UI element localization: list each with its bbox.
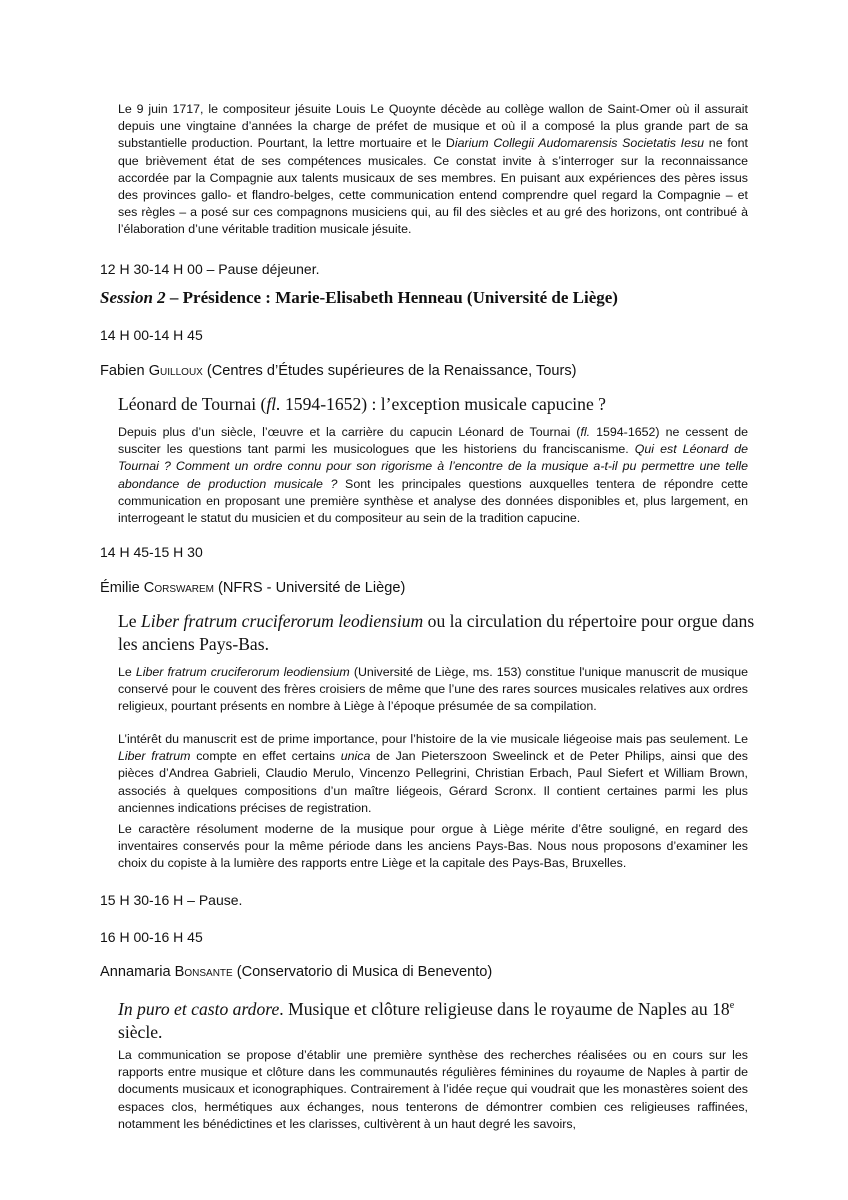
abstract-italic: iarium Collegii Audomarensis Societatis Iesu [454,136,705,151]
abstract-text: L’intérêt du manuscrit est de prime importance, pour l’histoire de la vie musicale liégeoise mais pas seulement. Le [118,732,748,746]
title-superscript: e [729,1000,735,1011]
abstract-talk-2-p3: Le caractère résolument moderne de la musique pour orgue à Liège mérite d’être souligné, en regard des inventaires conservés pour la même période dans les anciens Pays-Bas. Nous nous proposons d’examiner les choix du copiste à la lumière des rapports entre Liège et la capitale des Pays-Bas, Bruxelles. [118,822,748,871]
title-text: Le [118,611,141,631]
title-text: Léonard de Tournai ( [118,394,267,414]
abstract-italic: Qui est Léonard de Tournai ? Comment un ordre connu pour son rigorisme à l’encontre de la musique a-t-il pu permettre une telle abondance de production musicale ? [118,442,748,491]
title-italic: In puro et casto ardore [118,998,280,1019]
title-text: . Musique et clôture religieuse dans le royaume de Naples au 18 [279,998,730,1019]
title-text: ou la circulation du répertoire pour orgue dans les anciens Pays-Bas. [118,611,755,654]
talk-title-3 [118,994,758,1044]
speaker-last-name: Corswarem [143,580,214,596]
talk-title-2 [118,610,758,656]
abstract-italic: fl. [580,425,591,439]
abstract-text: 1594-1652) ne cessent de susciter les questions tant parmi les musicologues que les historiens du franciscanisme. [118,425,748,457]
session-chair: – Présidence : Marie-Elisabeth Henneau (Université de Liège) [165,288,618,307]
speaker-last-name: Bonsante [174,964,233,980]
lunch-break: 12 H 30-14 H 00 – Pause déjeuner. [100,261,320,277]
time-slot-2: 14 H 45-15 H 30 [100,544,203,560]
abstract-italic: Liber fratrum [118,749,191,764]
abstract-text: Sont les principales questions auxquelles tentera de répondre cette communication en proposant une première synthèse et analyse des données disponibles et, plus largement, en interrogeant le statut du musicien et du compositeur au sein de la tradition capucine. [118,476,748,526]
title-text: 1594-1652) : l’exception musicale capucine ? [280,394,606,414]
speaker-first-name: Annamaria [100,964,175,980]
abstract-text: compte en effet certains [190,749,341,764]
title-italic: Liber fratrum cruciferorum leodiensium [140,611,424,631]
speaker-affiliation: (Conservatorio di Musica di Benevento) [232,964,493,980]
abstract-text: Depuis plus d’un siècle, l’œuvre et la carrière du capucin Léonard de Tournai ( [118,425,581,439]
time-slot-3: 16 H 00-16 H 45 [100,929,203,945]
talk-title-1 [118,393,758,416]
abstract-italic: Liber fratrum cruciferorum leodiensium [135,665,350,679]
speaker-1 [100,362,577,381]
time-slot-1: 14 H 00-14 H 45 [100,327,203,343]
afternoon-break: 15 H 30-16 H – Pause. [100,892,243,908]
title-text: siècle. [118,1021,163,1042]
abstract-text: Le 9 juin 1717, le compositeur jésuite Louis Le Quoynte décède au collège wallon de Saint-Omer où il assurait depuis une vingtaine d’années la charge de préfet de musique et où il a composé la plus grande part de sa substantielle production. Pourtant, la lettre mortuaire et le D [118,102,748,151]
abstract-talk-3: La communication se propose d’établir une première synthèse des recherches réalisées ou en cours sur les rapports entre musique et clôture dans les communautés régulières féminines du royaume de Naples à partir de documents musicaux et iconographiques. Contrairement à l’idée reçue qui voudrait que les monastères soient des espaces clos, hermétiques aux échanges, nous tenterons de démontrer combien ces religieuses raffinées, notamment les bénédictines et les clarisses, cultivèrent à un haut degré les savoirs, [118,1048,748,1131]
title-italic: fl. [266,394,281,414]
abstract-text: (Université de Liège, ms. 153) constitue l'unique manuscrit de musique conservé pour le couvent des frères croisiers de même que l’une des rares sources musicales relatives aux ordres religieux, pourtant présents en nombre à Liège à l’époque présumée de sa compilation. [118,665,749,714]
speaker-last-name: Guilloux [148,363,203,379]
speaker-first-name: Émilie [100,580,144,596]
abstract-text: de Jan Pieterszoon Sweelinck et de Peter Philips, ainsi que des pièces d’Andrea Gabrieli, Claudio Merulo, Vincenzo Pellegrini, Christian Erbach, Paul Siefert et William Brown, associés à quelques compositions d’un maître liégeois, Gérard Scronx. Il contient certaines parmi les plus anciennes indications précises de registration. [118,749,748,815]
abstract-talk-2-p2 [118,731,748,817]
abstract-talk-2-p1 [118,664,748,716]
abstract-text: Le [118,665,136,679]
speaker-3 [100,963,492,982]
abstract-le-quoynte [118,101,748,239]
speaker-affiliation: (NFRS - Université de Liège) [213,580,406,596]
session-label: Session 2 [100,288,166,307]
speaker-first-name: Fabien [100,363,149,379]
abstract-text: ne font que brièvement état de ses compétences musicales. Ce constat invite à s’interroger sur la reconnaissance accordée par la Compagnie aux talents musicaux de ses membres. En puisant aux expériences des pères issus des provinces gallo- et flandro-belges, cette communication entend comprendre quel regard la Compagnie – et ses règles – a posé sur ces compagnons musiciens qui, au fil des siècles et au gré des horizons, ont contribué à l’élaboration d’une véritable tradition musicale jésuite. [118,136,748,237]
abstract-italic: unica [340,749,371,764]
speaker-2 [100,579,405,598]
speaker-affiliation: (Centres d’Études supérieures de la Renaissance, Tours) [202,363,577,379]
session-heading [100,287,618,309]
abstract-talk-1 [118,424,748,527]
